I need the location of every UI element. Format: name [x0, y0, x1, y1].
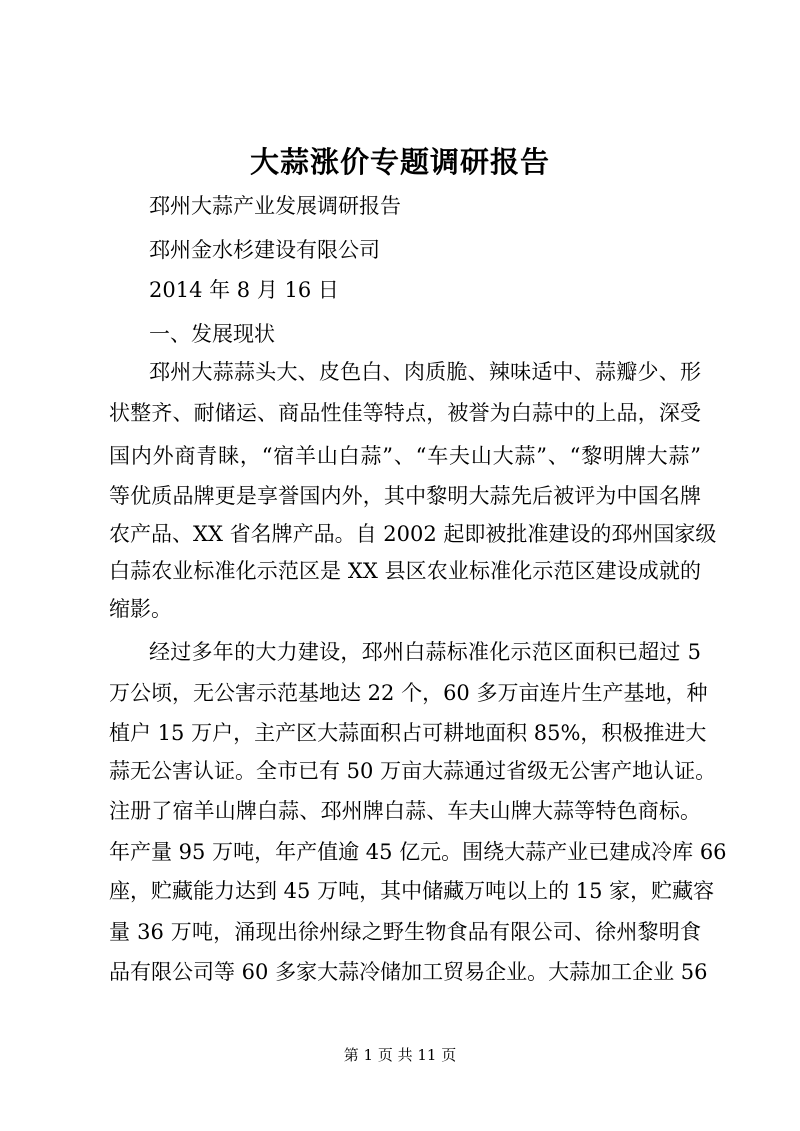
- paragraph1-line: 国内外商青睐，“宿羊山白蒜”、“车夫山大蒜”、“黎明牌大蒜”: [109, 444, 701, 468]
- paragraph2-line: 万公顷，无公害示范基地达 22 个，60 多万亩连片生产基地，种: [109, 681, 708, 705]
- document-date: 2014 年 8 月 16 日: [149, 278, 339, 302]
- paragraph1-line: 邳州大蒜蒜头大、皮色白、肉质脆、辣味适中、蒜瓣少、形: [149, 360, 701, 384]
- paragraph1-line: 白蒜农业标准化示范区是 XX 县区农业标准化示范区建设成就的: [109, 559, 701, 583]
- paragraph2-line: 年产量 95 万吨，年产值逾 45 亿元。围绕大蒜产业已建成冷库 66: [109, 840, 727, 864]
- paragraph1-line: 农产品、XX 省名牌产品。自 2002 起即被批准建设的邳州国家级: [109, 522, 717, 546]
- paragraph2-line: 量 36 万吨，涌现出徐州绿之野生物食品有限公司、徐州黎明食: [109, 920, 701, 944]
- paragraph2-line: 品有限公司等 60 多家大蒜冷储加工贸易企业。大蒜加工企业 56: [109, 960, 708, 984]
- paragraph2-line: 座，贮藏能力达到 45 万吨，其中储藏万吨以上的 15 家，贮藏容: [109, 879, 715, 903]
- paragraph2-line: 植户 15 万户，主产区大蒜面积占可耕地面积 85%，积极推进大: [109, 721, 707, 745]
- page-number-footer: 第 1 页 共 11 页: [343, 1046, 457, 1064]
- paragraph2-line: 注册了宿羊山牌白蒜、邳州牌白蒜、车夫山牌大蒜等特色商标。: [109, 799, 701, 823]
- paragraph1-line: 等优质品牌更是享誉国内外，其中黎明大蒜先后被评为中国名牌: [109, 484, 701, 508]
- document-title: 大蒜涨价专题调研报告: [249, 145, 550, 179]
- section-heading: 一、发展现状: [149, 322, 275, 346]
- paragraph2-line: 经过多年的大力建设，邳州白蒜标准化示范区面积已超过 5: [149, 640, 701, 664]
- paragraph1-line: 缩影。: [109, 597, 172, 621]
- document-subtitle: 邳州大蒜产业发展调研报告: [149, 194, 401, 218]
- paragraph1-line: 状整齐、耐储运、商品性佳等特点，被誉为白蒜中的上品，深受: [109, 401, 701, 425]
- paragraph2-line: 蒜无公害认证。全市已有 50 万亩大蒜通过省级无公害产地认证。: [109, 759, 717, 783]
- document-organization: 邳州金水杉建设有限公司: [149, 238, 380, 262]
